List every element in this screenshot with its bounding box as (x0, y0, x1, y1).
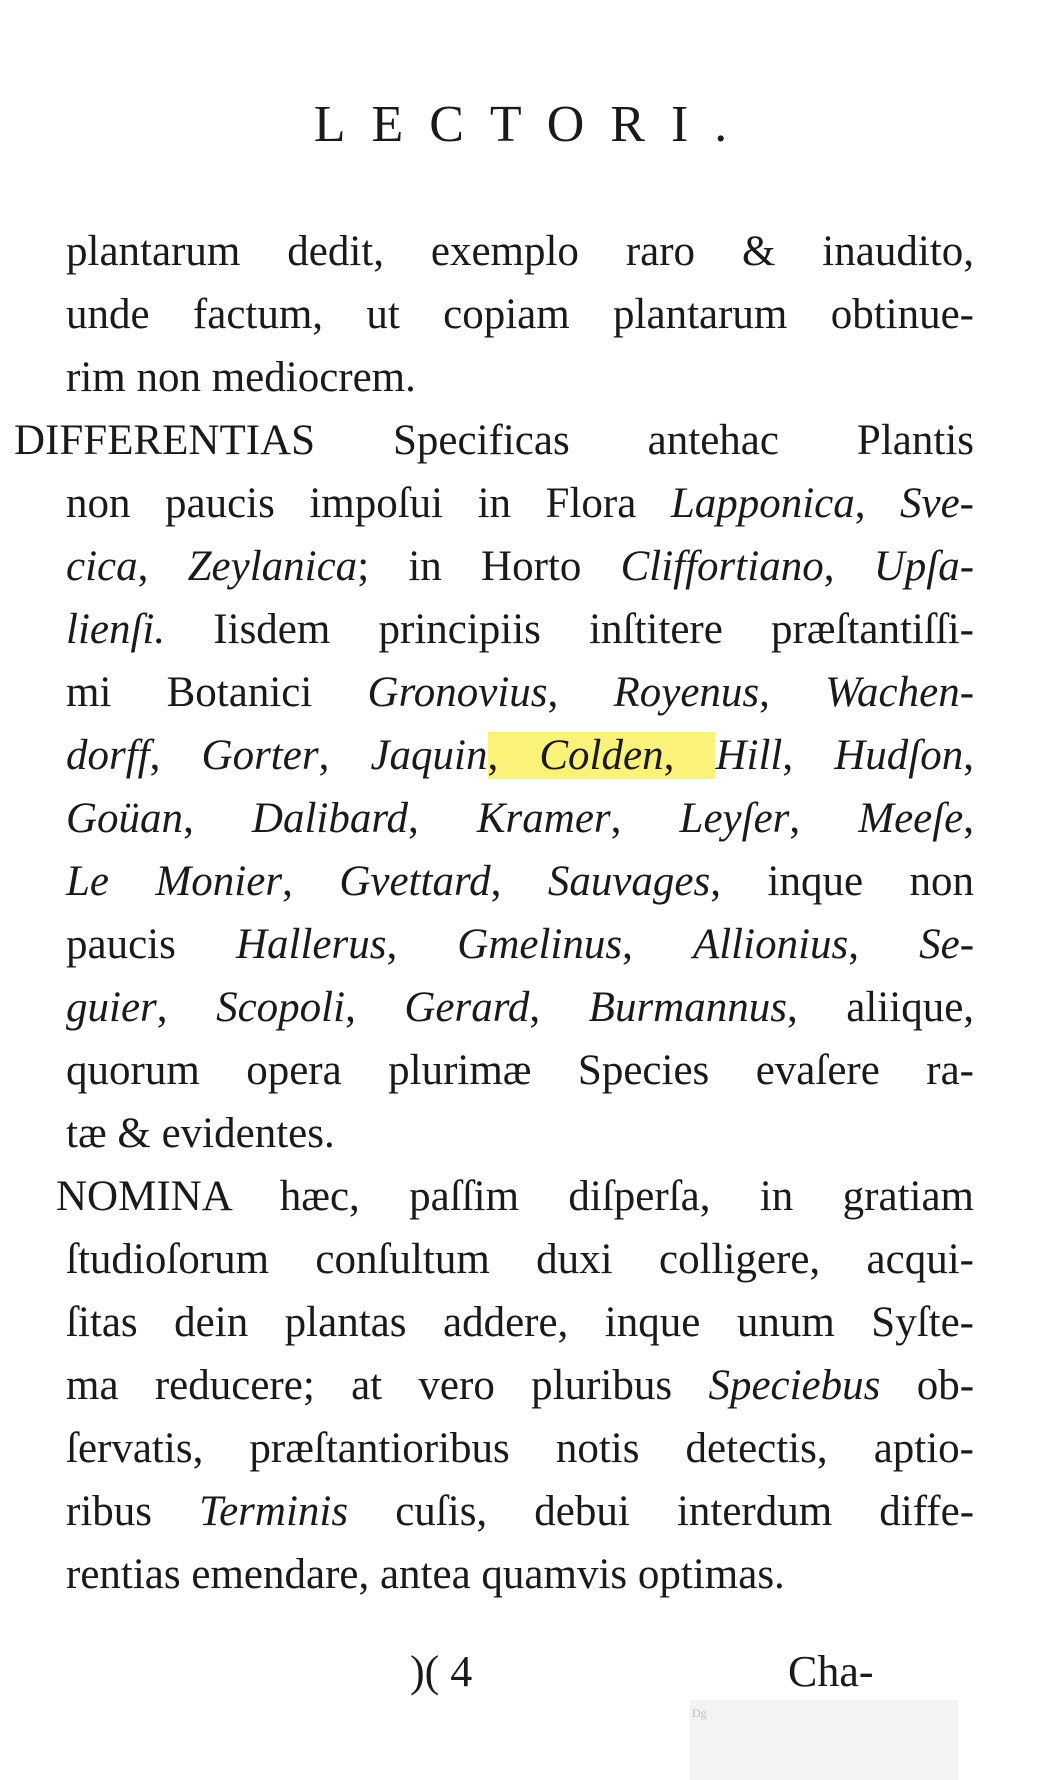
text-line: Le Monier, Gvettard, Sauvages, inque non (66, 858, 975, 905)
text-line: unde factum, ut copiam plantarum obtinue- (66, 291, 974, 338)
text-line: Goüan, Dalibard, Kramer, Leyſer, Meeſe, (66, 795, 975, 842)
text-line: non paucis impoſui in Flora Lapponica, Sve- (66, 480, 975, 527)
text-line: mi Botanici Gronovius, Royenus, Wachen- (66, 669, 975, 716)
paragraph-lead: DIFFERENTIAS (14, 417, 316, 464)
text-line: lienſi. Iisdem principiis inſtitere præſtantiſſi- (66, 606, 975, 653)
highlighted-name: , Colden, (487, 732, 716, 779)
catchword: Cha- (788, 1647, 874, 1696)
text-line: cica, Zeylanica; in Horto Cliffortiano, Upſa- (66, 543, 975, 590)
text-line: tæ & evidentes. (66, 1110, 335, 1157)
text-line: quorum opera plurimæ Species evaſere ra- (66, 1047, 974, 1094)
text-line: dorff, Gorter, Jaquin, Colden, Hill, Hudſon, (66, 732, 974, 779)
text-line: rentias emendare, antea quamvis optimas. (66, 1551, 785, 1598)
paragraph-1 (14, 220, 974, 409)
text-line: ribus Terminis cuſis, debui interdum diffe- (66, 1488, 975, 1535)
text-line: rim non mediocrem. (66, 354, 416, 401)
watermark-text: Dg (692, 1706, 707, 1720)
text-line: DIFFERENTIAS Specificas antehac Plantis (14, 417, 974, 464)
scan-watermark (690, 1700, 958, 1780)
text-line: NOMINA hæc, paſſim diſperſa, in gratiam (56, 1173, 975, 1220)
paragraph-lead: NOMINA (56, 1173, 231, 1220)
text-line: plantarum dedit, exemplo raro & inaudito, (66, 228, 974, 275)
text-line: ſtudioſorum conſultum duxi colligere, acqui- (66, 1236, 974, 1283)
text-line: ſervatis, præſtantioribus notis detectis, aptio- (66, 1425, 974, 1472)
signature-mark: )( 4 (410, 1647, 473, 1696)
paragraph-3 (14, 1165, 974, 1606)
text-body (14, 220, 974, 1606)
text-line: ma reducere; at vero pluribus Speciebus ob- (66, 1362, 975, 1409)
text-line: guier, Scopoli, Gerard, Burmannus, aliique, (66, 984, 975, 1031)
paragraph-2 (14, 409, 974, 1165)
text-line: ſitas dein plantas addere, inque unum Syſte- (66, 1299, 974, 1346)
text-line: paucis Hallerus, Gmelinus, Allionius, Se- (66, 921, 975, 968)
page-title: LECTORI. (313, 96, 754, 153)
